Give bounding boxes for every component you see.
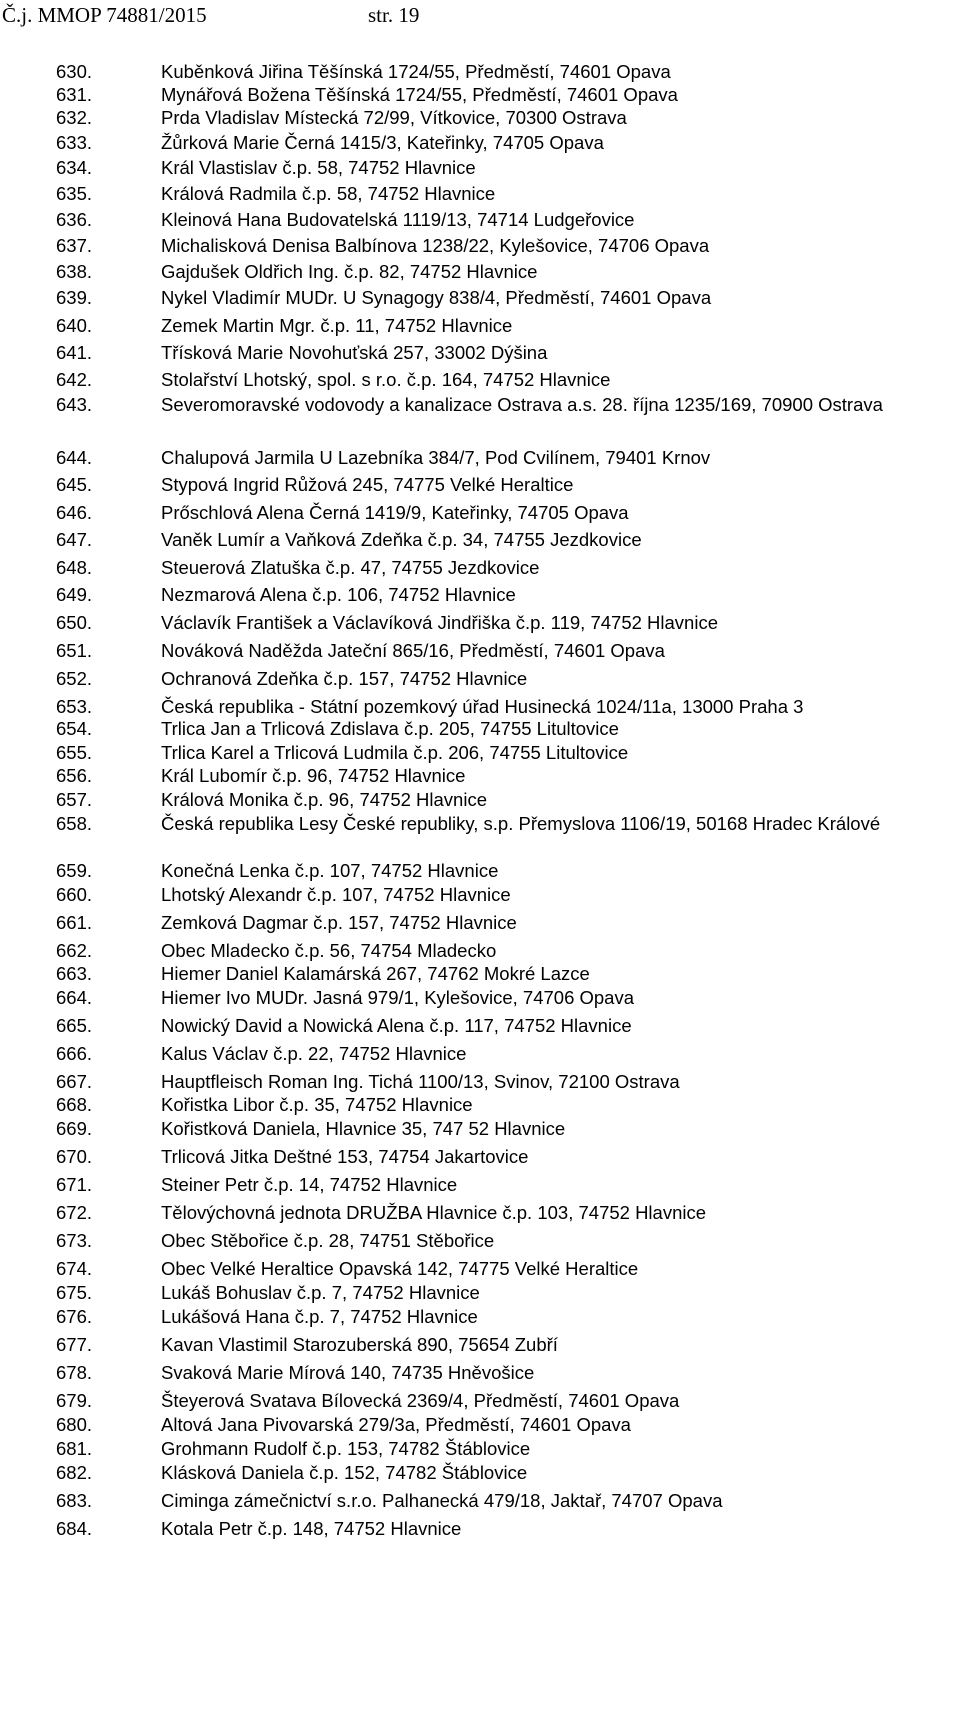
item-number: 632. bbox=[56, 107, 93, 128]
item-text: Grohmann Rudolf č.p. 153, 74782 Štáblovice bbox=[161, 1438, 531, 1459]
item-number: 668. bbox=[56, 1094, 93, 1115]
item-number: 650. bbox=[56, 612, 93, 633]
item-text: Trlica Jan a Trlicová Zdislava č.p. 205, 74755 Litultovice bbox=[161, 718, 619, 739]
item-text: Ciminga zámečnictví s.r.o. Palhanecká 479/18, Jaktař, 74707 Opava bbox=[161, 1490, 723, 1511]
item-number: 667. bbox=[56, 1071, 93, 1092]
item-text: Kalus Václav č.p. 22, 74752 Hlavnice bbox=[161, 1043, 467, 1064]
item-text: Prda Vladislav Místecká 72/99, Vítkovice, 70300 Ostrava bbox=[161, 107, 627, 128]
item-text: Česká republika Lesy České republiky, s.p. Přemyslova 1106/19, 50168 Hradec Králové bbox=[161, 813, 881, 834]
item-text: Hiemer Daniel Kalamárská 267, 74762 Mokré Lazce bbox=[161, 963, 590, 984]
item-number: 649. bbox=[56, 584, 93, 605]
item-number: 675. bbox=[56, 1282, 93, 1303]
item-number: 635. bbox=[56, 183, 93, 204]
item-text: Svaková Marie Mírová 140, 74735 Hněvošice bbox=[161, 1362, 535, 1383]
item-text: Kleinová Hana Budovatelská 1119/13, 74714 Ludgeřovice bbox=[161, 209, 635, 230]
item-number: 671. bbox=[56, 1174, 93, 1195]
item-number: 637. bbox=[56, 235, 93, 256]
item-text: Žůrková Marie Černá 1415/3, Kateřinky, 74705 Opava bbox=[161, 132, 604, 153]
item-number: 648. bbox=[56, 557, 93, 578]
item-text: Lhotský Alexandr č.p. 107, 74752 Hlavnice bbox=[161, 884, 511, 905]
item-text: Václavík František a Václavíková Jindřiška č.p. 119, 74752 Hlavnice bbox=[161, 612, 718, 633]
item-number: 633. bbox=[56, 132, 93, 153]
item-number: 684. bbox=[56, 1518, 93, 1539]
item-number: 645. bbox=[56, 474, 93, 495]
item-number: 653. bbox=[56, 696, 93, 717]
item-text: Králová Monika č.p. 96, 74752 Hlavnice bbox=[161, 789, 487, 810]
item-text: Trlicová Jitka Deštné 153, 74754 Jakartovice bbox=[161, 1146, 529, 1167]
item-text: Stolařství Lhotský, spol. s r.o. č.p. 164, 74752 Hlavnice bbox=[161, 369, 611, 390]
item-text: Zemková Dagmar č.p. 157, 74752 Hlavnice bbox=[161, 912, 517, 933]
item-number: 651. bbox=[56, 640, 93, 661]
item-text: Steuerová Zlatuška č.p. 47, 74755 Jezdkovice bbox=[161, 557, 540, 578]
item-text: Altová Jana Pivovarská 279/3a, Předměstí, 74601 Opava bbox=[161, 1414, 631, 1435]
item-number: 681. bbox=[56, 1438, 93, 1459]
item-text: Klásková Daniela č.p. 152, 74782 Štáblovice bbox=[161, 1462, 528, 1483]
item-text: Kuběnková Jiřina Těšínská 1724/55, Předměstí, 74601 Opava bbox=[161, 61, 671, 82]
item-text: Kořistková Daniela, Hlavnice 35, 747 52 Hlavnice bbox=[161, 1118, 566, 1139]
item-text: Stypová Ingrid Růžová 245, 74775 Velké Heraltice bbox=[161, 474, 574, 495]
item-number: 661. bbox=[56, 912, 93, 933]
item-text: Zemek Martin Mgr. č.p. 11, 74752 Hlavnice bbox=[161, 315, 513, 336]
item-number: 664. bbox=[56, 987, 93, 1008]
item-number: 656. bbox=[56, 765, 93, 786]
item-text: Obec Stěbořice č.p. 28, 74751 Stěbořice bbox=[161, 1230, 495, 1251]
item-number: 641. bbox=[56, 342, 93, 363]
item-number: 666. bbox=[56, 1043, 93, 1064]
item-number: 638. bbox=[56, 261, 93, 282]
item-number: 652. bbox=[56, 668, 93, 689]
item-number: 642. bbox=[56, 369, 93, 390]
item-number: 678. bbox=[56, 1362, 93, 1383]
item-text: Lukášová Hana č.p. 7, 74752 Hlavnice bbox=[161, 1306, 478, 1327]
item-text: Nováková Naděžda Jateční 865/16, Předměstí, 74601 Opava bbox=[161, 640, 665, 661]
item-text: Obec Mladecko č.p. 56, 74754 Mladecko bbox=[161, 940, 497, 961]
item-text: Severomoravské vodovody a kanalizace Ostrava a.s. 28. října 1235/169, 70900 Ostrava bbox=[161, 394, 883, 415]
item-number: 646. bbox=[56, 502, 93, 523]
item-text: Nykel Vladimír MUDr. U Synagogy 838/4, Předměstí, 74601 Opava bbox=[161, 287, 712, 308]
item-number: 636. bbox=[56, 209, 93, 230]
item-text: Král Lubomír č.p. 96, 74752 Hlavnice bbox=[161, 765, 466, 786]
document-reference: Č.j. MMOP 74881/2015 bbox=[2, 3, 207, 27]
item-number: 680. bbox=[56, 1414, 93, 1435]
item-number: 670. bbox=[56, 1146, 93, 1167]
item-number: 644. bbox=[56, 447, 93, 468]
item-number: 662. bbox=[56, 940, 93, 961]
item-number: 655. bbox=[56, 742, 93, 763]
item-number: 660. bbox=[56, 884, 93, 905]
item-text: Kavan Vlastimil Starozuberská 890, 75654 Zubří bbox=[161, 1334, 558, 1355]
item-text: Hauptfleisch Roman Ing. Tichá 1100/13, Svinov, 72100 Ostrava bbox=[161, 1071, 680, 1092]
item-number: 634. bbox=[56, 157, 93, 178]
item-text: Ochranová Zdeňka č.p. 157, 74752 Hlavnice bbox=[161, 668, 528, 689]
item-number: 673. bbox=[56, 1230, 93, 1251]
item-text: Chalupová Jarmila U Lazebníka 384/7, Pod Cvilínem, 79401 Krnov bbox=[161, 447, 711, 468]
item-text: Nezmarová Alena č.p. 106, 74752 Hlavnice bbox=[161, 584, 516, 605]
item-text: Třísková Marie Novohuťská 257, 33002 Dýšina bbox=[161, 342, 548, 363]
item-text: Kořistka Libor č.p. 35, 74752 Hlavnice bbox=[161, 1094, 473, 1115]
item-number: 663. bbox=[56, 963, 93, 984]
page-number: str. 19 bbox=[368, 3, 420, 27]
item-number: 631. bbox=[56, 84, 93, 105]
item-text: Trlica Karel a Trlicová Ludmila č.p. 206, 74755 Litultovice bbox=[161, 742, 629, 763]
item-number: 659. bbox=[56, 860, 93, 881]
item-text: Michalisková Denisa Balbínova 1238/22, Kylešovice, 74706 Opava bbox=[161, 235, 710, 256]
item-text: Obec Velké Heraltice Opavská 142, 74775 Velké Heraltice bbox=[161, 1258, 639, 1279]
item-text: Lukáš Bohuslav č.p. 7, 74752 Hlavnice bbox=[161, 1282, 480, 1303]
item-number: 640. bbox=[56, 315, 93, 336]
item-text: Gajdušek Oldřich Ing. č.p. 82, 74752 Hlavnice bbox=[161, 261, 538, 282]
item-number: 657. bbox=[56, 789, 93, 810]
item-number: 643. bbox=[56, 394, 93, 415]
item-text: Mynářová Božena Těšínská 1724/55, Předměstí, 74601 Opava bbox=[161, 84, 678, 105]
item-number: 679. bbox=[56, 1390, 93, 1411]
item-text: Konečná Lenka č.p. 107, 74752 Hlavnice bbox=[161, 860, 499, 881]
item-number: 676. bbox=[56, 1306, 93, 1327]
item-number: 639. bbox=[56, 287, 93, 308]
item-text: Kotala Petr č.p. 148, 74752 Hlavnice bbox=[161, 1518, 462, 1539]
item-number: 630. bbox=[56, 61, 93, 82]
item-number: 665. bbox=[56, 1015, 93, 1036]
item-text: Vaněk Lumír a Vaňková Zdeňka č.p. 34, 74755 Jezdkovice bbox=[161, 529, 642, 550]
item-number: 658. bbox=[56, 813, 93, 834]
item-text: Šteyerová Svatava Bílovecká 2369/4, Předměstí, 74601 Opava bbox=[161, 1390, 680, 1411]
item-number: 674. bbox=[56, 1258, 93, 1279]
item-text: Tělovýchovná jednota DRUŽBA Hlavnice č.p. 103, 74752 Hlavnice bbox=[161, 1202, 707, 1223]
item-number: 654. bbox=[56, 718, 93, 739]
item-number: 669. bbox=[56, 1118, 93, 1139]
item-number: 672. bbox=[56, 1202, 93, 1223]
item-number: 683. bbox=[56, 1490, 93, 1511]
item-text: Král Vlastislav č.p. 58, 74752 Hlavnice bbox=[161, 157, 476, 178]
item-text: Prőschlová Alena Černá 1419/9, Kateřinky, 74705 Opava bbox=[161, 502, 629, 523]
item-text: Česká republika - Státní pozemkový úřad Husinecká 1024/11a, 13000 Praha 3 bbox=[161, 696, 804, 717]
item-number: 677. bbox=[56, 1334, 93, 1355]
item-text: Hiemer Ivo MUDr. Jasná 979/1, Kylešovice, 74706 Opava bbox=[161, 987, 635, 1008]
item-number: 682. bbox=[56, 1462, 93, 1483]
item-text: Nowický David a Nowická Alena č.p. 117, 74752 Hlavnice bbox=[161, 1015, 632, 1036]
item-text: Steiner Petr č.p. 14, 74752 Hlavnice bbox=[161, 1174, 458, 1195]
item-text: Králová Radmila č.p. 58, 74752 Hlavnice bbox=[161, 183, 496, 204]
item-number: 647. bbox=[56, 529, 93, 550]
